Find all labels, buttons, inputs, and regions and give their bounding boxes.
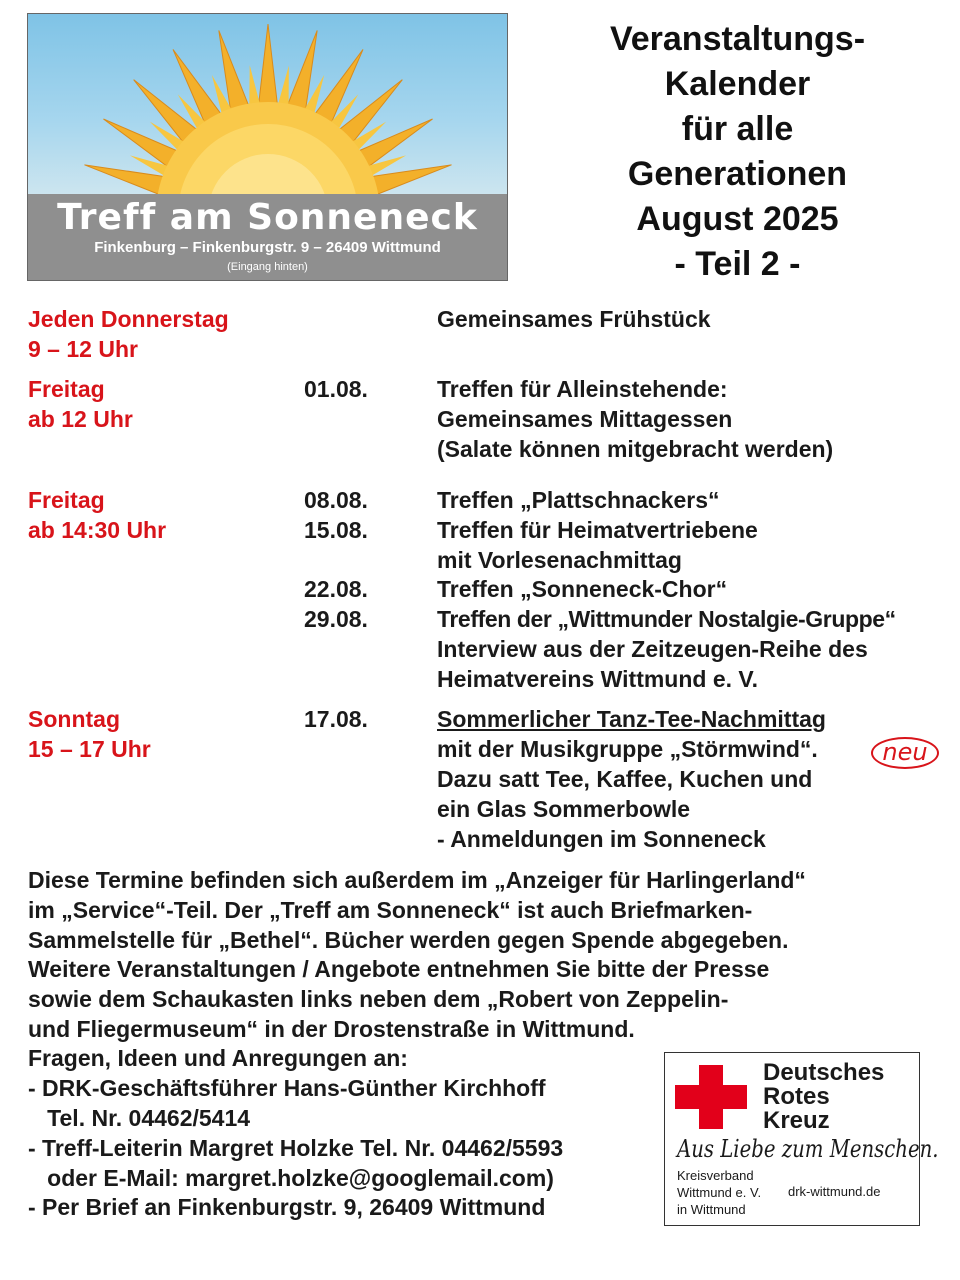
banner-entrance-note: (Eingang hinten): [227, 261, 308, 273]
drk-name-line: Kreuz: [763, 1107, 830, 1134]
thursday-time: 9 – 12 Uhr: [28, 336, 138, 362]
friday1-line: Treffen für Alleinstehende:: [437, 376, 728, 402]
kreisverband-line: in Wittmund: [677, 1202, 746, 1217]
kreisverband-line: Kreisverband: [677, 1168, 754, 1183]
contact-line: - Per Brief an Finkenburgstr. 9, 26409 Wittmund: [28, 1194, 546, 1220]
title-line: Generationen: [627, 155, 848, 193]
page-title: [560, 17, 915, 287]
event-line: Treffen „Plattschnackers“: [437, 487, 720, 513]
sunday-headline: Sommerlicher Tanz-Tee-Nachmittag: [437, 706, 826, 732]
event-date: 15.08.: [304, 517, 368, 543]
title-line: Kalender: [664, 65, 811, 103]
title-line: für alle: [681, 110, 794, 148]
info-line: und Fliegermuseum“ in der Drostenstraße in Wittmund.: [28, 1016, 635, 1042]
thursday-day: Jeden Donnerstag: [28, 306, 229, 332]
thursday-event: Gemeinsames Frühstück: [437, 306, 711, 332]
friday1-line: Gemeinsames Mittagessen: [437, 406, 733, 432]
event-line: Heimatvereins Wittmund e. V.: [437, 666, 759, 692]
event-line: Treffen für Heimatvertriebene: [437, 517, 758, 543]
event-date: 08.08.: [304, 487, 368, 513]
kreisverband-line: Wittmund e. V.: [677, 1185, 762, 1200]
red-cross-icon: [675, 1065, 747, 1129]
sunday-line: - Anmeldungen im Sonneneck: [437, 826, 766, 852]
contact-heading: Fragen, Ideen und Anregungen an:: [28, 1045, 408, 1071]
drk-motto: Aus Liebe zum Menschen.: [677, 1135, 939, 1163]
drk-name-line: Deutsches: [763, 1059, 885, 1086]
event-line: Treffen „Sonneneck-Chor“: [437, 576, 728, 602]
friday2-day: Freitag: [28, 487, 105, 513]
new-badge: neu: [871, 737, 939, 769]
friday1-date: 01.08.: [304, 376, 368, 402]
header-banner: [27, 13, 508, 281]
contact-line: Tel. Nr. 04462/5414: [28, 1105, 251, 1131]
banner-address: Finkenburg – Finkenburgstr. 9 – 26409 Wittmund: [94, 239, 441, 256]
info-line: im „Service“-Teil. Der „Treff am Sonneneck“ ist auch Briefmarken-: [28, 897, 753, 923]
drk-kreisverband: [677, 1167, 761, 1218]
friday2-time: ab 14:30 Uhr: [28, 517, 167, 543]
info-line: Diese Termine befinden sich außerdem im „Anzeiger für Harlingerland“: [28, 867, 806, 893]
friday1-day: Freitag: [28, 376, 105, 402]
contact-line: - Treff-Leiterin Margret Holzke Tel. Nr. 04462/5593: [28, 1135, 564, 1161]
sunday-time: 15 – 17 Uhr: [28, 736, 151, 762]
sunday-day: Sonntag: [28, 706, 120, 732]
title-line: August 2025: [636, 200, 839, 238]
event-date: 29.08.: [304, 606, 368, 632]
friday1-line: (Salate können mitgebracht werden): [437, 436, 834, 462]
sunday-line: Dazu satt Tee, Kaffee, Kuchen und: [437, 766, 813, 792]
event-date: 22.08.: [304, 576, 368, 602]
drk-name-line: Rotes: [763, 1083, 830, 1110]
event-line: mit Vorlesenachmittag: [437, 547, 682, 573]
contact-line: oder E-Mail: margret.holzke@googlemail.com): [28, 1165, 554, 1191]
title-line: Veranstaltungs-: [609, 20, 866, 58]
info-line: Sammelstelle für „Bethel“. Bücher werden gegen Spende abgegeben.: [28, 927, 789, 953]
friday1-time: ab 12 Uhr: [28, 406, 133, 432]
banner-title: Treff am Sonneneck: [57, 197, 478, 238]
drk-name: [763, 1061, 884, 1133]
sunday-line: ein Glas Sommerbowle: [437, 796, 691, 822]
sunday-line: mit der Musikgruppe „Störmwind“.: [437, 736, 818, 762]
info-line: Weitere Veranstaltungen / Angebote entnehmen Sie bitte der Presse: [28, 956, 770, 982]
info-line: sowie dem Schaukasten links neben dem „Robert von Zeppelin-: [28, 986, 729, 1012]
event-line: Interview aus der Zeitzeugen-Reihe des: [437, 636, 868, 662]
title-line: - Teil 2 -: [674, 245, 801, 283]
event-line: Treffen der „Wittmunder Nostalgie-Gruppe“: [437, 606, 896, 632]
sunday-date: 17.08.: [304, 706, 368, 732]
drk-website: drk-wittmund.de: [788, 1184, 881, 1199]
contact-line: - DRK-Geschäftsführer Hans-Günther Kirchhoff: [28, 1075, 546, 1101]
drk-logo: [664, 1052, 939, 1226]
